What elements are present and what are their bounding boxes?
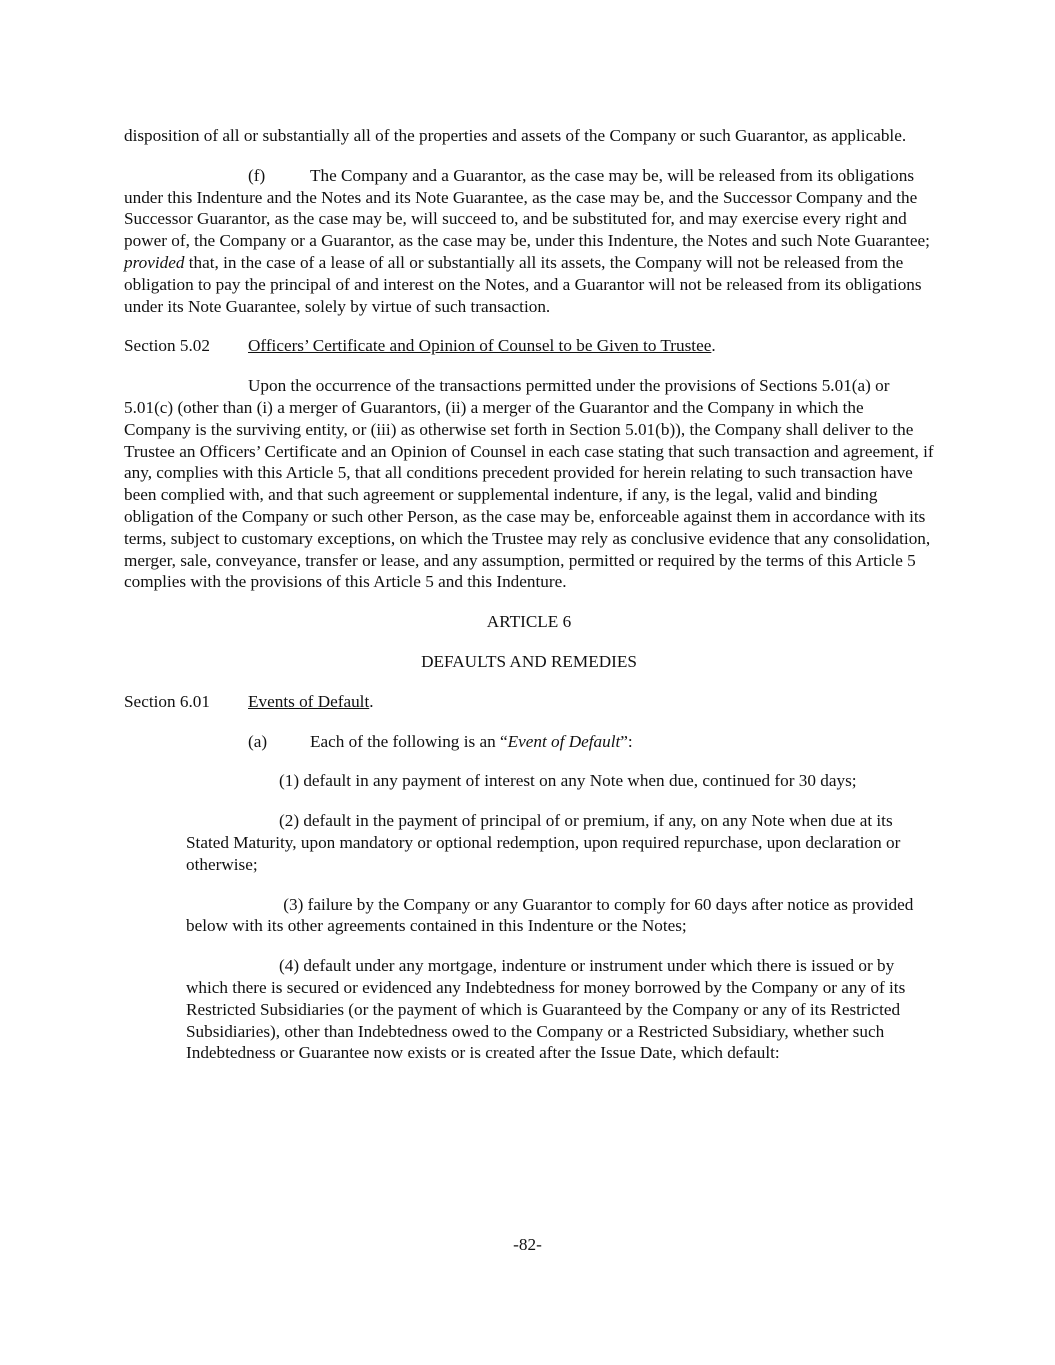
continuation-paragraph: disposition of all or substantially all of the properties and assets of the Company or such Guarantor, as applicable. (124, 126, 907, 145)
page-number: -82- (513, 1235, 542, 1254)
paragraph-f (124, 165, 934, 318)
list-item-1: (1) default in any payment of interest on any Note when due, continued for 30 days; (279, 771, 857, 791)
list-item-2: (2) default in the payment of principal of or premium, if any, on any Note when due at its Stated Maturity, upon mandatory or optional redemption, upon required repurchase, upon declaration or otherwise; (186, 811, 901, 874)
paragraph-f-text: The Company and a Guarantor, as the case may be, will be released from its obligations under this Indenture and the Notes and its Note Guarantee, as the case may be, and the Successor Company and the Successor Guarantor, as the case may be, will succeed to, and be substituted for, and may exercise every right and power of, the Company or a Guarantor, as the case may be, under this Indenture, the Notes and such Note Guarantee; (124, 165, 930, 251)
paragraph-f-italic: provided (124, 252, 185, 272)
paragraph-f-label: (f) (248, 165, 266, 185)
list-item-3: (3) failure by the Company or any Guarantor to comply for 60 days after notice as provided below with its other agreements contained in this Indenture or the Notes; (186, 894, 918, 936)
document-page (124, 125, 934, 1082)
section-title-period: . (369, 691, 374, 711)
item-a-text: Each of the following is an “ (310, 731, 508, 751)
list-item-4: (4) default under any mortgage, indenture or instrument under which there is issued or by which there is secured or evidenced any Indebtedness for money borrowed by the Company or any of its Restricted Subsidiaries (or the payment of which is Guaranteed by the Company or any of its Restricted Subsidiaries), other than Indebtedness owed to the Company or a Restricted Subsidiary, whether such Indebtedness or Guarantee now exists or is created after the Issue Date, which default: (186, 956, 906, 1063)
section-title-period: . (711, 336, 716, 356)
section-title: Officers’ Certificate and Opinion of Counsel to be Given to Trustee (248, 336, 712, 356)
article-title: DEFAULTS AND REMEDIES (421, 651, 637, 671)
sub-item-block (186, 810, 934, 1064)
item-a-label: (a) (248, 731, 268, 751)
paragraph-f-text-after: that, in the case of a lease of all or substantially all its assets, the Company will not be released from the obligation to pay the principal of and interest on the Notes, and a Guarantor will not be released from its obligations under its Note Guarantee, solely by virtue of such transaction. (124, 252, 922, 316)
section-title: Events of Default (248, 691, 370, 711)
section-6-01-heading (124, 691, 934, 713)
item-a-italic: Event of Default (507, 731, 621, 751)
section-number: Section 5.02 (124, 336, 210, 356)
item-a-text-after: ”: (620, 731, 633, 751)
item-a (124, 731, 934, 753)
section-5-02-body: Upon the occurrence of the transactions permitted under the provisions of Sections 5.01(a) or 5.01(c) (other than (i) a merger of Guarantors, (ii) a merger of the Guarantor and the Company in which the Company is the surviving entity, or (iii) as otherwise set forth in Section 5.01(b)), the Company shall deliver to the Trustee an Officers’ Certificate and an Opinion of Counsel in each case stating that such transaction and agreement, if any, complies with this Article 5, that all conditions precedent provided for herein relating to such transaction have been complied with, and that such agreement or supplemental indenture, if any, is the legal, valid and binding obligation of the Company or such other Person, as the case may be, enforceable against them in accordance with its terms, subject to customary exceptions, on which the Trustee may rely as conclusive evidence that any consolidation, merger, sale, conveyance, transfer or lease, and any assumption, permitted or required by the terms of this Article 5 complies with the provisions of this Article 5 and this Indenture. (124, 376, 934, 592)
article-heading: ARTICLE 6 (486, 612, 572, 632)
section-5-02-heading (124, 335, 934, 357)
section-number: Section 6.01 (124, 691, 210, 711)
